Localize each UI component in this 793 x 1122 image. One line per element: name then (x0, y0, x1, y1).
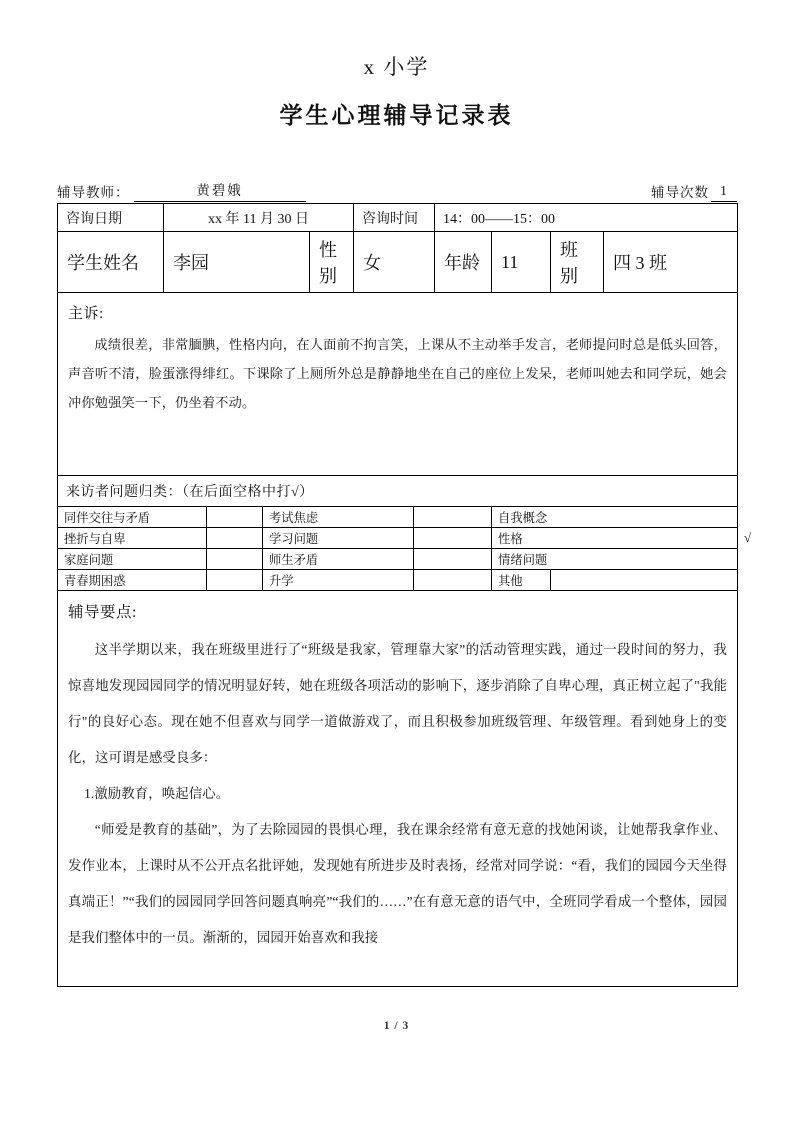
class-label: 班别 (560, 240, 579, 286)
category-label-cell (58, 549, 207, 570)
complaint-block (58, 293, 737, 475)
category-label: 家庭问题 (64, 553, 114, 567)
complaint-cell (58, 293, 738, 476)
category-checkbox-cell[interactable] (414, 507, 492, 528)
category-label: 自我概念 (498, 511, 548, 525)
complaint-heading: 主诉: (68, 306, 104, 322)
category-label-cell (492, 549, 738, 570)
category-checkbox[interactable] (207, 537, 262, 539)
category-label-cell (492, 570, 551, 591)
category-checkbox[interactable] (738, 516, 750, 518)
student-name-value-cell (164, 232, 310, 293)
category-label-cell (58, 528, 207, 549)
table-row-complaint (58, 293, 738, 476)
category-checkbox[interactable]: √ (744, 530, 752, 545)
category-checkbox-cell[interactable] (551, 570, 738, 591)
gender-value: 女 (363, 253, 382, 273)
guidance-paragraph-2: “师爱是教育的基础”，为了去除园园的畏惧心理，我在课余经常有意无意的找她闲谈，让她帮我拿作业、发作业本，上课时从不公开点名批评她，发现她有所进步及时表扬，经常对同学说：“看，我们的园园今天坐得真端正！”“我们的园园同学回答问题真响亮”“我们的……”在有意无意的语气中，全班同学看成一个整体，园园是我们整体中的一员。渐渐的，园园开始喜欢和我接 (68, 822, 728, 945)
category-checkbox-cell[interactable] (414, 570, 492, 591)
class-value: 四 3 班 (613, 253, 668, 273)
category-heading-cell (58, 476, 738, 507)
category-checkbox[interactable] (414, 516, 491, 518)
date-label-cell (58, 204, 164, 232)
category-checkbox[interactable] (414, 579, 491, 581)
page-title: 学生心理辅导记录表 (279, 103, 514, 128)
teacher-info-line (57, 182, 737, 202)
category-checkbox[interactable] (207, 558, 262, 560)
category-checkbox[interactable] (207, 516, 262, 518)
guidance-paragraph-1: 这半学期以来，我在班级里进行了“班级是我家，管理靠大家”的活动管理实践，通过一段时间的努力，我惊喜地发现园园同学的情况明显好转，她在班级各项活动的影响下，逐步消除了自卑心理，真正树立起了"我能行"的良好心态。现在她不但喜欢与同学一道做游戏了，而且积极参加班级管理、年级管理。看到她身上的变化，这可谓是感受良多： (68, 642, 728, 765)
gender-label-cell (310, 232, 354, 293)
complaint-text: 成绩很差，非常腼腆，性格内向，在人面前不拘言笑，上课从不主动举手发言，老师提问时总是低头回答，声音听不清，脸蛋涨得绯红。下课除了上厕所外总是静静地坐在自己的座位上发呆，老师叫她去和同学玩，她会冲你勉强笑一下，仍坐着不动。 (68, 337, 728, 410)
guidance-cell (58, 591, 738, 987)
time-value: 14：00——15：00 (443, 211, 556, 227)
category-checkbox-cell[interactable] (414, 528, 492, 549)
category-checkbox-cell[interactable] (207, 570, 263, 591)
guidance-heading: 辅导要点: (68, 604, 137, 621)
table-row-date (58, 204, 738, 232)
gender-label: 性别 (319, 240, 337, 286)
category-label-cell (58, 570, 207, 591)
class-value-cell (604, 232, 738, 293)
guidance-block (58, 591, 737, 986)
category-label: 性格 (498, 532, 523, 546)
category-heading: 来访者问题归类：（在后面空格中打√） (66, 485, 314, 500)
category-label: 考试焦虑 (269, 511, 319, 525)
student-name-value: 李园 (173, 253, 209, 273)
category-checkbox-cell[interactable] (207, 549, 263, 570)
category-label: 情绪问题 (498, 553, 548, 567)
category-label-cell (58, 507, 207, 528)
page-number: 1 / 3 (383, 1020, 410, 1032)
category-label: 师生矛盾 (269, 553, 319, 567)
category-checkbox[interactable] (414, 537, 491, 539)
student-name-label: 学生姓名 (67, 253, 139, 273)
session-count-value: 1 (711, 182, 737, 202)
date-value: xx 年 11 月 30 日 (208, 211, 310, 227)
category-label: 青春期困惑 (64, 574, 126, 588)
table-row-category-heading (58, 476, 738, 507)
category-label-cell (263, 507, 414, 528)
document-title-block (0, 0, 793, 133)
teacher-field (57, 182, 306, 202)
category-label: 其他 (498, 574, 523, 588)
category-label-cell (263, 549, 414, 570)
age-label: 年龄 (444, 253, 481, 273)
record-table (57, 203, 752, 987)
category-checkbox-cell[interactable] (414, 549, 492, 570)
category-label-cell (263, 570, 414, 591)
category-checkbox[interactable] (207, 579, 262, 581)
category-label: 挫折与自卑 (64, 532, 126, 546)
teacher-name-value: 黄碧娥 (134, 182, 306, 202)
guidance-item-1: 1.激励教育，唤起信心。 (84, 786, 230, 801)
category-checkbox-cell[interactable] (207, 528, 263, 549)
category-label: 同伴交往与矛盾 (64, 511, 151, 525)
time-value-cell (435, 204, 738, 232)
table-row (58, 549, 738, 570)
table-row (58, 507, 738, 528)
time-label: 咨询时间 (362, 211, 419, 227)
category-label: 学习问题 (269, 532, 319, 546)
category-label-cell (263, 528, 414, 549)
table-row-guidance (58, 591, 738, 987)
table-row (58, 528, 738, 549)
category-label-cell (492, 507, 738, 528)
class-label-cell (551, 232, 604, 293)
gender-value-cell (354, 232, 435, 293)
table-row (58, 570, 738, 591)
session-count-label: 辅导次数 (651, 185, 709, 200)
category-checkbox-cell[interactable] (207, 507, 263, 528)
table-row-student (58, 232, 738, 293)
time-label-cell (354, 204, 435, 232)
age-value: 11 (501, 251, 519, 272)
age-value-cell (492, 232, 551, 293)
category-label-cell (492, 528, 738, 549)
student-name-label-cell (58, 232, 164, 293)
session-count-field (651, 182, 737, 202)
category-checkbox[interactable] (414, 558, 491, 560)
date-label: 咨询日期 (66, 211, 122, 227)
age-label-cell (435, 232, 492, 293)
teacher-label: 辅导教师： (57, 185, 130, 200)
date-value-cell (164, 204, 354, 232)
category-checkbox[interactable] (551, 579, 737, 581)
category-label: 升学 (269, 574, 294, 588)
school-name: x 小学 (363, 55, 430, 79)
category-checkbox[interactable] (738, 558, 750, 560)
